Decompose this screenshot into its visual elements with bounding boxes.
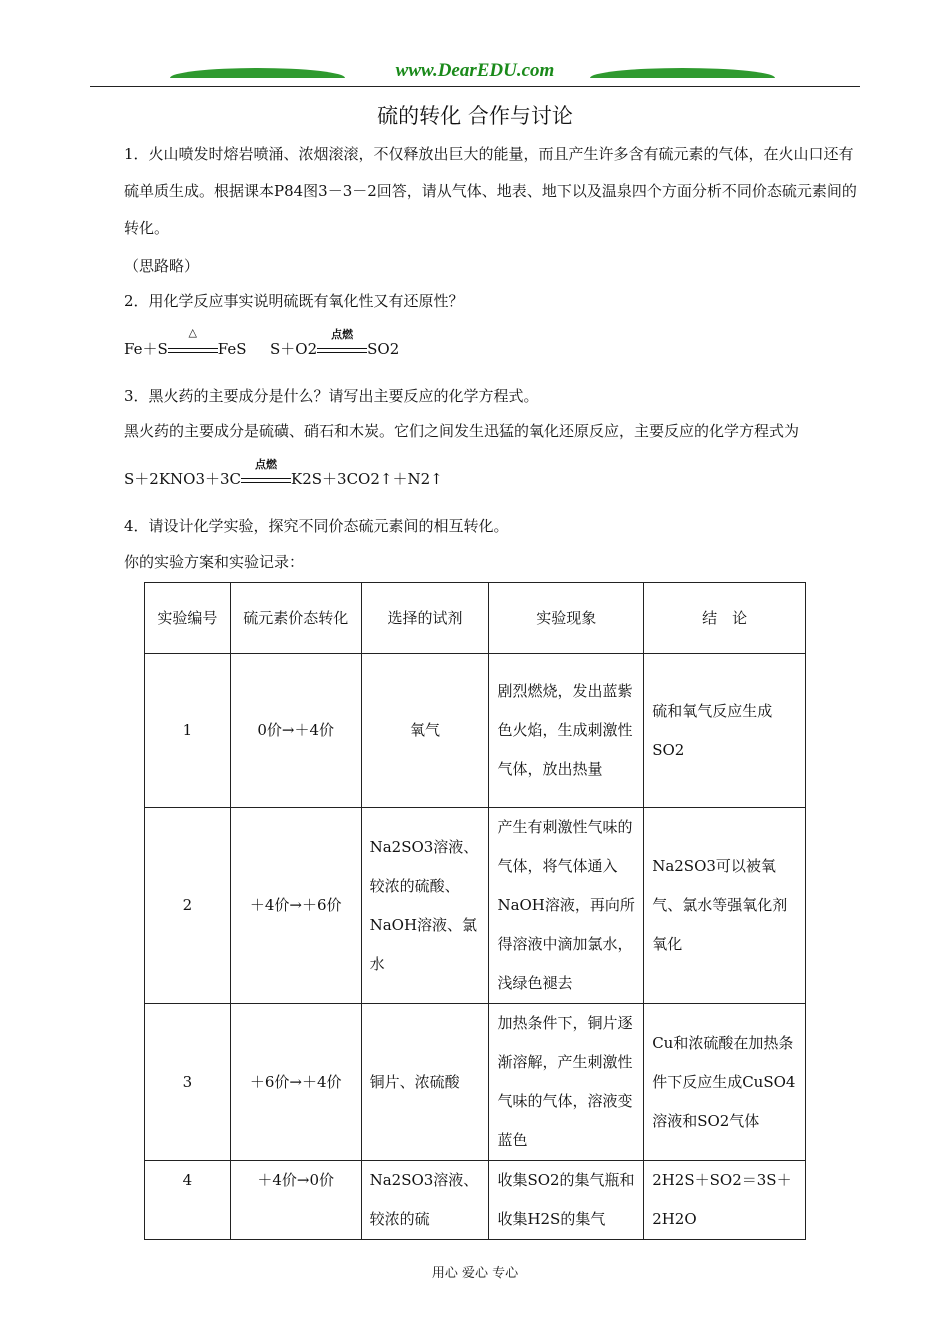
table-header: 选择的试剂 <box>361 583 489 654</box>
table-cell: 3 <box>145 1004 231 1161</box>
header-rule <box>90 86 860 87</box>
equation-1-left: Fe＋S <box>124 340 168 358</box>
equals-arrow <box>241 458 291 488</box>
equation-2-right: SO2 <box>367 340 400 358</box>
table-cell: 产生有刺激性气味的气体，将气体通入NaOH溶液，再向所得溶液中滴加氯水，浅绿色褪去 <box>489 808 644 1004</box>
question-3: 3．黑火药的主要成分是什么？请写出主要反应的化学方程式。 <box>124 387 539 405</box>
table-cell: 硫和氧气反应生成SO2 <box>644 654 806 808</box>
question-4-sub: 你的实验方案和实验记录： <box>124 553 305 571</box>
question-1-note: （思路略） <box>124 257 200 275</box>
table-row <box>145 1161 806 1240</box>
table-cell: ＋4价→＋6价 <box>230 808 361 1004</box>
table-cell: Na2SO3溶液、较浓的硫酸、NaOH溶液、氯水 <box>361 808 489 1004</box>
table-row <box>145 808 806 1004</box>
table-cell: 收集SO2的集气瓶和收集H2S的集气 <box>489 1161 644 1240</box>
equation-2 <box>270 328 400 359</box>
question-4: 4．请设计化学实验，探究不同价态硫元素间的相互转化。 <box>124 517 509 535</box>
table-cell: 4 <box>145 1161 231 1240</box>
leaf-decoration-right <box>590 68 775 78</box>
equation-3 <box>124 458 443 489</box>
condition-ignite: 点燃 <box>255 458 278 471</box>
equals-arrow <box>317 328 367 358</box>
table-cell: ＋4价→0价 <box>230 1161 361 1240</box>
table-cell: 氧气 <box>361 654 489 808</box>
equation-1 <box>124 326 247 359</box>
table-cell: ＋6价→＋4价 <box>230 1004 361 1161</box>
site-logo: www.DearEDU.com <box>395 60 555 81</box>
table-row <box>145 1004 806 1161</box>
table-cell: Cu和浓硫酸在加热条件下反应生成CuSO4溶液和SO2气体 <box>644 1004 806 1161</box>
table-header: 硫元素价态转化 <box>230 583 361 654</box>
table-cell: 1 <box>145 654 231 808</box>
page-header <box>90 60 860 90</box>
leaf-decoration-left <box>170 68 345 78</box>
table-header: 结 论 <box>644 583 806 654</box>
table-cell: 剧烈燃烧，发出蓝紫色火焰，生成刺激性气体，放出热量 <box>489 654 644 808</box>
equation-3-right: K2S＋3CO2↑＋N2↑ <box>291 470 443 488</box>
question-2: 2．用化学反应事实说明硫既有氧化性又有还原性？ <box>124 292 464 310</box>
question-1: 1．火山喷发时熔岩喷涌、浓烟滚滚，不仅释放出巨大的能量，而且产生许多含有硫元素的气体，在火山口还有硫单质生成。根据课本P84图3－3－2回答，请从气体、地表、地下以及温泉四个方面分析不同价态硫元素间的转化。 <box>124 145 857 237</box>
table-header: 实验现象 <box>489 583 644 654</box>
equals-arrow <box>168 326 218 358</box>
equation-1-right: FeS <box>217 340 247 358</box>
table-cell: 加热条件下，铜片逐渐溶解，产生刺激性气味的气体，溶液变蓝色 <box>489 1004 644 1161</box>
experiment-table <box>144 582 806 1240</box>
table-header-row <box>145 583 806 654</box>
table-header: 实验编号 <box>145 583 231 654</box>
equation-2-left: S＋O2 <box>270 340 318 358</box>
table-row <box>145 654 806 808</box>
table-cell: 铜片、浓硫酸 <box>361 1004 489 1161</box>
table-cell: Na2SO3可以被氧气、氯水等强氧化剂氧化 <box>644 808 806 1004</box>
condition-ignite: 点燃 <box>331 328 354 341</box>
condition-heat: △ <box>188 326 197 339</box>
table-cell: 2 <box>145 808 231 1004</box>
page-footer: 用心 爱心 专心 <box>431 1266 519 1281</box>
table-cell: Na2SO3溶液、较浓的硫 <box>361 1161 489 1240</box>
table-cell: 2H2S＋SO2＝3S＋2H2O <box>644 1161 806 1240</box>
page-title: 硫的转化 合作与讨论 <box>377 104 573 128</box>
table-cell: 0价→＋4价 <box>230 654 361 808</box>
answer-3: 黑火药的主要成分是硫磺、硝石和木炭。它们之间发生迅猛的氧化还原反应，主要反应的化学方程式为 <box>124 422 800 440</box>
equation-3-left: S＋2KNO3＋3C <box>124 470 242 488</box>
